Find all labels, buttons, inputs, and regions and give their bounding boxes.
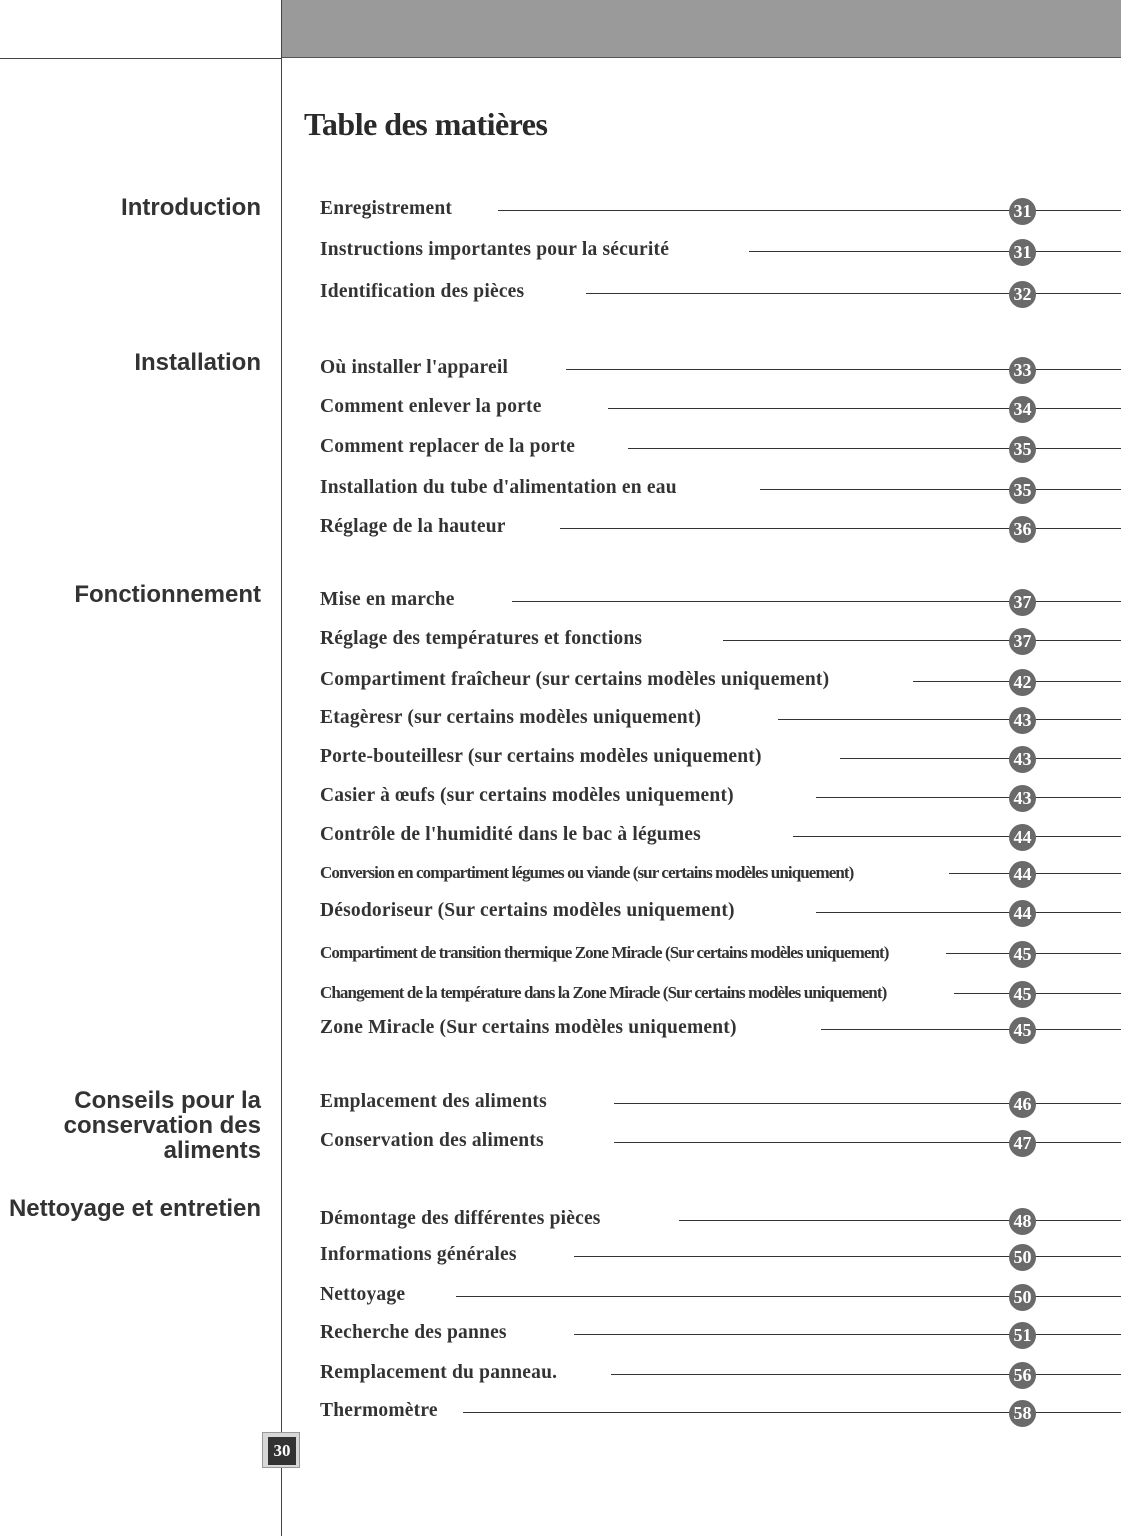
toc-entry[interactable] [320, 357, 1121, 397]
toc-entry-label: Thermomètre [320, 1400, 438, 1421]
leader-line [560, 528, 1121, 529]
toc-entry-label: Comment replacer de la porte [320, 436, 576, 457]
page-badge: 50 [1009, 1284, 1036, 1311]
toc-entry-label: Instructions importantes pour la sécurité [320, 239, 670, 260]
section-label-introduction: Introduction [121, 194, 261, 221]
section-label-conseils: Conseils pour la conservation des aliments [63, 1087, 261, 1164]
leader-line [821, 1029, 1121, 1030]
page-number: 30 [268, 1437, 296, 1465]
section-label-nettoyage: Nettoyage et entretien [8, 1195, 261, 1222]
leader-line [778, 719, 1121, 720]
margin-rule [281, 0, 282, 1536]
toc-entry[interactable] [320, 477, 1121, 517]
toc-entry[interactable] [320, 396, 1121, 436]
toc-entry[interactable] [320, 239, 1121, 279]
toc-entry-label: Recherche des pannes [320, 1322, 507, 1343]
page-badge: 37 [1009, 589, 1036, 616]
leader-line [614, 1142, 1121, 1143]
toc-entry-label: Désodoriseur (Sur certains modèles uniquement) [320, 900, 735, 921]
page-badge: 48 [1009, 1208, 1036, 1235]
section-label-installation: Installation [134, 349, 261, 376]
toc-entry-label: Où installer l'appareil [320, 357, 509, 378]
leader-line [611, 1374, 1121, 1375]
page-badge: 43 [1009, 785, 1036, 812]
page-badge: 45 [1009, 1017, 1036, 1044]
toc-entry[interactable] [320, 824, 1121, 864]
toc-entry[interactable] [320, 281, 1121, 321]
page-badge: 47 [1009, 1130, 1036, 1157]
page-badge: 43 [1009, 746, 1036, 773]
page-badge: 35 [1009, 436, 1036, 463]
toc-entry[interactable] [320, 669, 1121, 709]
page-badge: 45 [1009, 981, 1036, 1008]
page-badge: 43 [1009, 707, 1036, 734]
leader-line [586, 293, 1121, 294]
toc-entry-label: Etagèresr (sur certains modèles uniquement) [320, 707, 702, 728]
toc-entry[interactable] [320, 516, 1121, 556]
toc-entry-label: Installation du tube d'alimentation en eau [320, 477, 677, 498]
toc-entry[interactable] [320, 1400, 1121, 1440]
leader-line [566, 369, 1121, 370]
toc-entry-label: Conservation des aliments [320, 1130, 544, 1151]
toc-entry-label: Comment enlever la porte [320, 396, 542, 417]
page-badge: 44 [1009, 900, 1036, 927]
toc-entry[interactable] [320, 436, 1121, 476]
leader-line [954, 993, 1121, 994]
toc-entry-label: Réglage des températures et fonctions [320, 628, 643, 649]
page-badge: 58 [1009, 1400, 1036, 1427]
toc-entry-label: Nettoyage [320, 1284, 406, 1305]
section-label-fonctionnement: Fonctionnement [74, 581, 261, 608]
toc-entry[interactable] [320, 900, 1121, 940]
leader-line [760, 489, 1121, 490]
leader-line [816, 912, 1121, 913]
leader-line [574, 1334, 1121, 1335]
toc-entry-label: Contrôle de l'humidité dans le bac à légumes [320, 824, 701, 845]
toc-entry[interactable] [320, 707, 1121, 747]
page-badge: 51 [1009, 1322, 1036, 1349]
toc-entry-label: Conversion en compartiment légumes ou viande (sur certains modèles uniquement) [320, 863, 854, 882]
leader-line [723, 640, 1121, 641]
toc-entry[interactable] [320, 1017, 1121, 1057]
toc-entry-label: Compartiment de transition thermique Zone Miracle (Sur certains modèles uniquement) [320, 943, 889, 962]
page-badge: 46 [1009, 1091, 1036, 1118]
leader-line [840, 758, 1121, 759]
page-title: Table des matières [304, 106, 548, 142]
leader-line [816, 797, 1121, 798]
toc-entry[interactable] [320, 941, 1121, 981]
page-badge: 44 [1009, 824, 1036, 851]
toc-entry[interactable] [320, 1284, 1121, 1324]
toc-entry-label: Changement de la température dans la Zone Miracle (Sur certains modèles uniquement) [320, 983, 887, 1002]
toc-entry[interactable] [320, 628, 1121, 668]
page-badge: 42 [1009, 669, 1036, 696]
toc-entry[interactable] [320, 861, 1121, 901]
toc-entry[interactable] [320, 746, 1121, 786]
leader-line [614, 1103, 1121, 1104]
toc-entry[interactable] [320, 1244, 1121, 1284]
page-badge: 32 [1009, 281, 1036, 308]
toc-entry-label: Compartiment fraîcheur (sur certains modèles uniquement) [320, 669, 830, 690]
leader-line [608, 408, 1121, 409]
toc-entry[interactable] [320, 981, 1121, 1021]
toc-entry-label: Emplacement des aliments [320, 1091, 547, 1112]
toc-entry-label: Remplacement du panneau. [320, 1362, 558, 1383]
page-badge: 45 [1009, 941, 1036, 968]
toc-entry-label: Informations générales [320, 1244, 517, 1265]
page-badge: 56 [1009, 1362, 1036, 1389]
top-rule [0, 58, 282, 59]
toc-entry[interactable] [320, 198, 1121, 238]
toc-entry[interactable] [320, 1322, 1121, 1362]
page-badge: 44 [1009, 861, 1036, 888]
toc-entry-label: Enregistrement [320, 198, 453, 219]
toc-entry[interactable] [320, 1208, 1121, 1248]
page-badge: 35 [1009, 477, 1036, 504]
toc-entry-label: Démontage des différentes pièces [320, 1208, 601, 1229]
page-badge: 33 [1009, 357, 1036, 384]
leader-line [793, 836, 1121, 837]
toc-entry[interactable] [320, 1362, 1121, 1402]
page-badge: 34 [1009, 396, 1036, 423]
page-badge: 31 [1009, 239, 1036, 266]
header-bar [282, 0, 1121, 58]
page-badge: 36 [1009, 516, 1036, 543]
toc-entry[interactable] [320, 1091, 1121, 1131]
toc-entry[interactable] [320, 785, 1121, 825]
toc-entry-label: Mise en marche [320, 589, 455, 610]
page-badge: 31 [1009, 198, 1036, 225]
page-number-box [262, 1432, 300, 1468]
toc-entry-label: Identification des pièces [320, 281, 525, 302]
page-badge: 37 [1009, 628, 1036, 655]
page-badge: 50 [1009, 1244, 1036, 1271]
leader-line [628, 448, 1121, 449]
toc-entry-label: Réglage de la hauteur [320, 516, 506, 537]
leader-line [574, 1256, 1121, 1257]
leader-line [749, 251, 1121, 252]
toc-entry-label: Casier à œufs (sur certains modèles uniquement) [320, 785, 734, 806]
toc-entry-label: Zone Miracle (Sur certains modèles uniquement) [320, 1017, 737, 1038]
toc-entry-label: Porte-bouteillesr (sur certains modèles uniquement) [320, 746, 762, 767]
toc-entry[interactable] [320, 1130, 1121, 1170]
leader-line [679, 1220, 1121, 1221]
toc-entry[interactable] [320, 589, 1121, 629]
